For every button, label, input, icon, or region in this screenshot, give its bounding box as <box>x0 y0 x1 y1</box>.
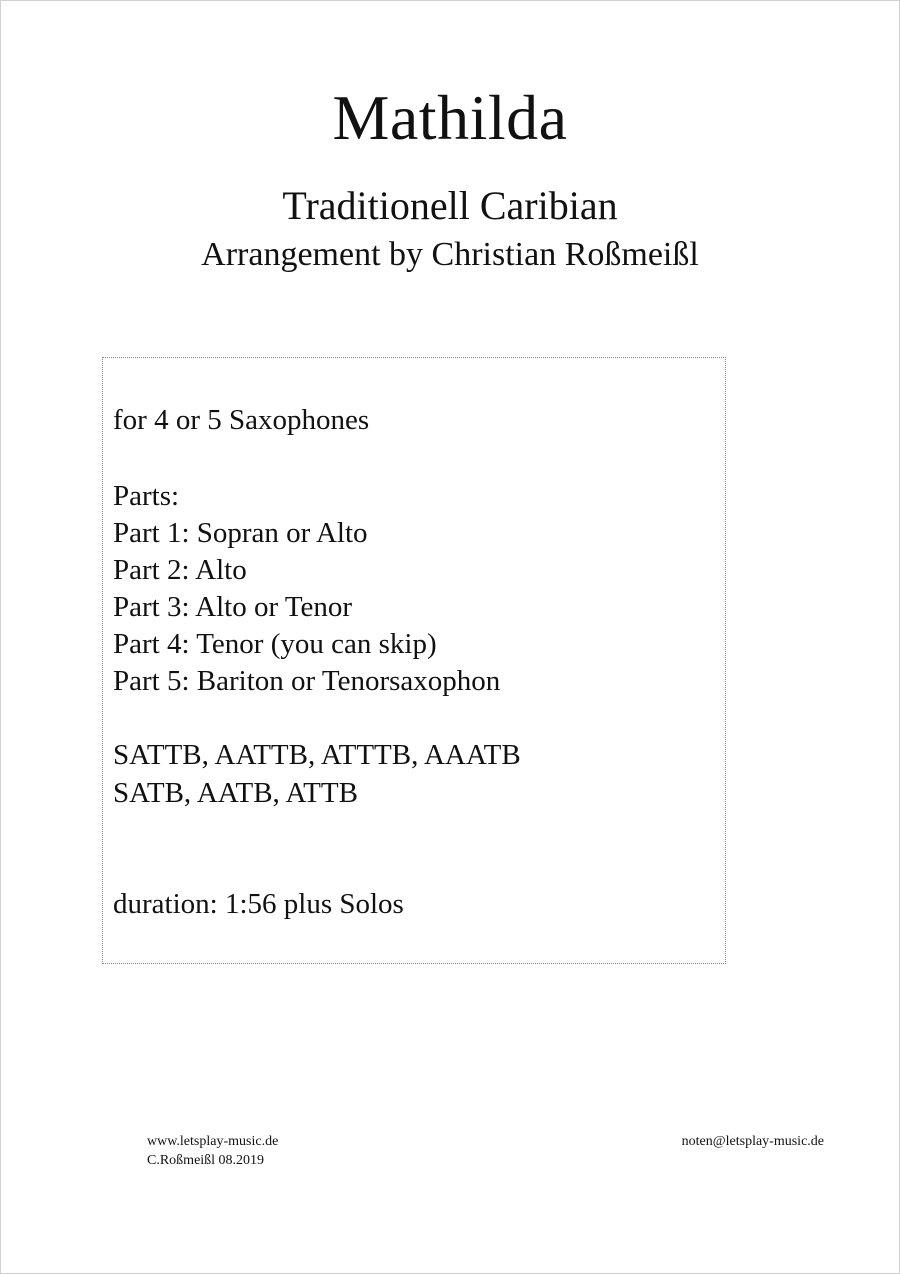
part-line-1: Part 1: Sopran or Alto <box>113 517 368 549</box>
document-subtitle: Traditionell Caribian <box>282 183 618 228</box>
part-line-4: Part 4: Tenor (you can skip) <box>113 628 437 660</box>
arranger-credit: Arrangement by Christian Roßmeißl <box>201 236 699 273</box>
parts-heading: Parts: <box>113 480 180 512</box>
info-box <box>102 357 726 964</box>
instrumentation-text: for 4 or 5 Saxophones <box>113 404 370 436</box>
document-title: Mathilda <box>332 82 568 153</box>
duration-text: duration: 1:56 plus Solos <box>113 888 404 920</box>
part-line-2: Part 2: Alto <box>113 554 247 586</box>
part-line-3: Part 3: Alto or Tenor <box>113 591 353 623</box>
combination-line-2: SATB, AATB, ATTB <box>113 777 358 809</box>
part-line-5: Part 5: Bariton or Tenorsaxophon <box>113 665 501 697</box>
combination-line-1: SATTB, AATTB, ATTTB, AAATB <box>113 739 521 771</box>
footer-copyright: C.Roßmeißl 08.2019 <box>147 1153 265 1168</box>
footer-website: www.letsplay-music.de <box>147 1134 279 1149</box>
footer-email: noten@letsplay-music.de <box>681 1134 824 1149</box>
